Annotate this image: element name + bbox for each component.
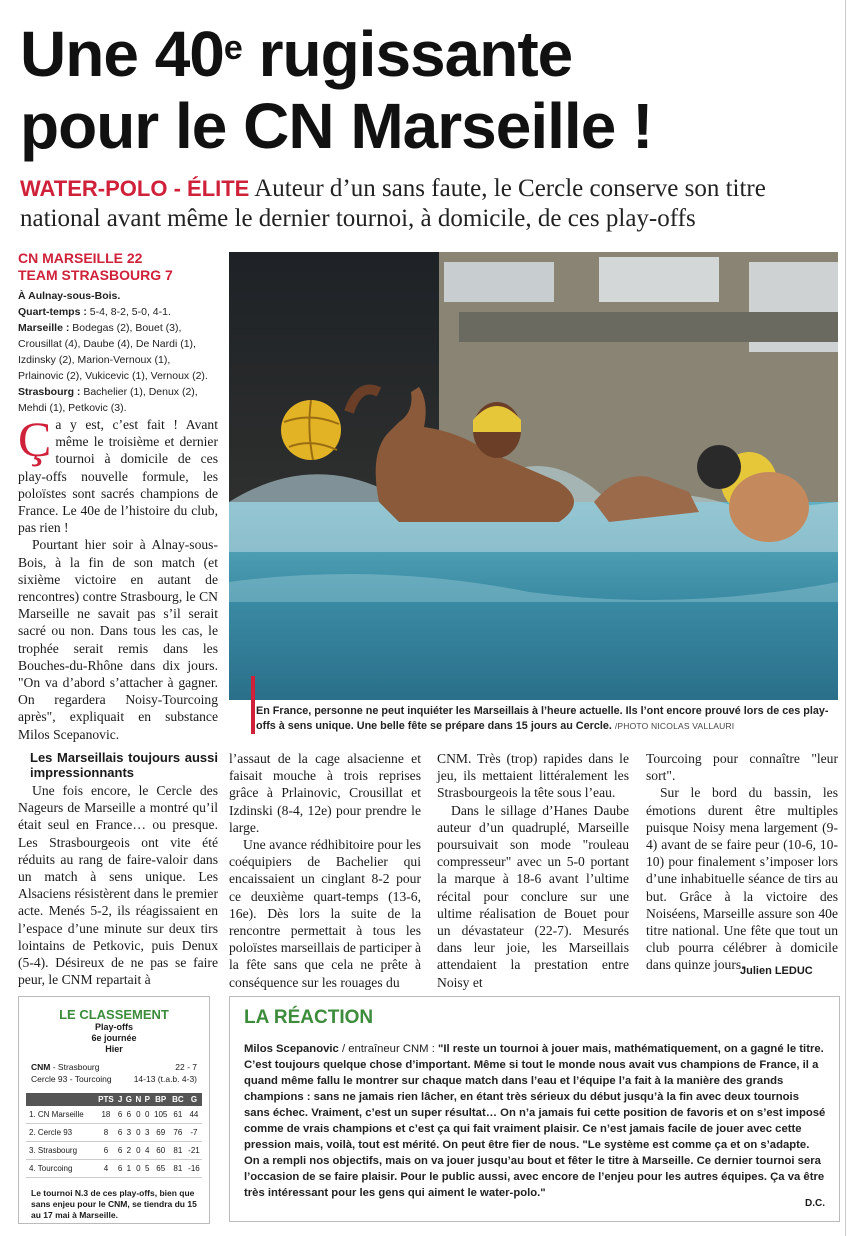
article-column-1b: [18, 750, 218, 988]
article-paragraph: CNM. Très (trop) rapides dans le jeu, ils mettaient littéralement les Strasbourgeois la tête sous l’eau.: [437, 751, 629, 801]
photo-illustration: [229, 252, 838, 700]
score-quarters: Quart-temps : 5-4, 8-2, 5-0, 4-1.: [18, 306, 171, 318]
article-paragraph: Dans le sillage d’Hanes Daube auteur d’un quadruplé, Marseille poursuivait son mode "rouleau compresseur" avec un 5-0 portant la marque à 18-6 avant l’ultime récital pour conclure sur une ultime réalisation de Bouet pour un dévastateur (22-7). Mesurés dans leur joie, les Marseillais attendaient la prestation entre Noisy et: [437, 802, 629, 990]
standings-subtitle-2: 6e journée: [91, 1033, 137, 1043]
standings-subtitle-1: Play-offs: [94, 1022, 133, 1032]
author-signature: Julien LEDUC: [740, 965, 813, 977]
article-paragraph: l’assaut de la cage alsacienne et faisait mouche à trois reprises grâce à Prlainovic, Crousillat et Izdinski (8-4, 12e) pour prendre le large.: [229, 751, 421, 835]
photo-caption: En France, personne ne peut inquiéter les Marseillais à l’heure actuelle. Ils l’ont encore prouvé lors de ces play-offs à sens unique. Une belle fête se prépare dans 15 jours au Cercle. /PHOTO NICOLAS VALLAURI: [256, 705, 829, 732]
article-column-4: [646, 750, 838, 974]
article-column-1a: [18, 411, 218, 743]
table-row: 1. CN Marseille 18 6 6 0 0 105 61 44: [26, 1106, 202, 1124]
score-box: [18, 250, 214, 416]
headline: Une 40e rugissante pour le CN Marseille !: [20, 18, 653, 162]
subheadline: WATER-POLO - ÉLITE Auteur d’un sans faute, le Cercle conserve son titre national avant même le dernier tournoi, à domicile, de ces play-offs: [20, 175, 766, 232]
article-paragraph: Sur le bord du bassin, les émotions durent être multiples puisque Noisy mena largement (9-4) avant de se faire peur (10-6, 10-10) pour finalement s’imposer lors d’une inhabituelle séance de tirs au but. Grâce à la victoire des Noiséens, Marseille assure son 40e titre national. Une fête que tout un club pourra célébrer à domicile dans quinze jours.: [646, 785, 838, 973]
article-paragraph: Une avance rédhibitoire pour les coéquipiers de Bachelier qui encaissaient un cinglant 8-2 pour ce deuxième quart-temps (13-6, 16e). Dès lors la suite de la rencontre permettait à tous les poloïstes marseillais de participer à la fête sans que cela ne prête à conséquence sur les rouages du: [229, 837, 421, 990]
article-column-2: [229, 750, 421, 991]
standings-box: [18, 996, 210, 1224]
table-row: 4. Tourcoing 4 6 1 0 5 65 81 -16: [26, 1160, 202, 1178]
result-row: Cercle 93 - Tourcoing 14-13 (t.a.b. 4-3): [31, 1074, 197, 1084]
article-paragraph: Une fois encore, le Cercle des Nageurs de Marseille a montré qu’il était seul en France… ou presque. Les Strasbourgeois ont vite été réduits au rang de faire-valoir dans un match à sens unique. Les Alsaciens résistèrent dans le premier acte. Menés 5-2, ils réagissaient en l’espace d’une minute sur deux tirs lointains de Petkovic, puis Denux (5-4). Désireux de ne pas se faire peur, le CNM repartait à: [18, 783, 218, 988]
reaction-quote: Milos Scepanovic / entraîneur CNM : "Il reste un tournoi à jouer mais, mathématiquement, on a gagné le titre. C’est toujours quelque chose d’important. Même si tout le monde nous avait vus champions de France, il a quand même fallu le montrer sur chaque match dans l’eau et l’équipe l’a fait à la manière des grands champions : sans ne jamais rien lâcher, en étant très sérieux du début jusqu’à la fin avec deux tournois sans échec. Vraiment, c’est un super résultat… On n’a jamais fui cette position de favoris et on s’est imposé comme de vrais champions et c’est ça qui fait vraiment plaisir. Ce n’est jamais facile de jouer avec cette pression mais, voilà, tout est mérité. On peut être fier de nous. "Le système est comme ça et on s’adapte. On a rempli nos objectifs, mais on va jouer jusqu’au bout et fêter le titre à Marseille. Ce dernier tournoi sera l’occasion de se faire plaisir. Pour le public aussi, avec encore de l’enjeu pour les autres équipes. Ça va être très intéressant pour les gens qui aiment le water-polo.": [244, 1043, 826, 1199]
score-strasbourg: Strasbourg : Bachelier (1), Denux (2), Mehdi (1), Petkovic (3).: [18, 386, 198, 414]
standings-subtitle-3: Hier: [105, 1044, 123, 1054]
dropcap: Ç: [18, 411, 52, 467]
results-list: [31, 1061, 197, 1085]
photo-credit: /PHOTO NICOLAS VALLAURI: [614, 721, 735, 731]
article-paragraph: Pourtant hier soir à Alnay-sous-Bois, à la fin de son match (et sixième victoire en autant de rencontres) contre Strasbourg, le CN Marseille ne savait pas s’il serait sacré ou non. Dans tous les cas, le trophée serait remis dans les Bouches-du-Rhône dans dix jours. "On va d’abord s’attacher à gagner. On regardera Noisy-Tourcoing après", expliquait en substance Milos Scepanovic.: [18, 537, 218, 742]
kicker: WATER-POLO - ÉLITE: [20, 176, 250, 201]
article-column-3: [437, 750, 629, 991]
score-place: À Aulnay-sous-Bois.: [18, 290, 121, 302]
standings-table: PTS J G N P BP BC G 1. CN Marseille 18 6 6 0 0 105 61 44 2. Cercle 93 8 6 3 0 3 69 76 -7 3. Strasbourg 6 6 2 0 4 60 81 -21 4. Tourcoing 4 6 1 0 5 65 81 -16: [26, 1093, 202, 1178]
table-row: 2. Cercle 93 8 6 3 0 3 69 76 -7: [26, 1124, 202, 1142]
standings-title: LE CLASSEMENT: [59, 1007, 169, 1022]
caption-accent-bar: [251, 676, 255, 734]
reaction-title: LA RÉACTION: [244, 1007, 374, 1028]
intertitle: Les Marseillais toujours aussi impressionnants: [30, 750, 218, 780]
result-row: CNM - Strasbourg 22 - 7: [31, 1062, 197, 1072]
water-polo-photo: [229, 252, 838, 700]
table-row: 3. Strasbourg 6 6 2 0 4 60 81 -21: [26, 1142, 202, 1160]
standings-note: Le tournoi N.3 de ces play-offs, bien que sans enjeu pour le CNM, se tiendra du 15 au 17 mai à Marseille.: [31, 1188, 197, 1220]
article-paragraph: Ça y est, c’est fait ! Avant même le troisième et dernier tournoi à domicile de ces play-offs nouvelle formule, les poloïstes sont sacrés champions de France. Le 40e de l’histoire du club, pas rien !: [18, 411, 218, 536]
score-marseille: Marseille : Bodegas (2), Bouet (3), Crousillat (4), Daube (4), De Nardi (1), Izdinsky (2), Marion-Vernoux (1), Prlainovic (2), Vukicevic (1), Vernoux (2).: [18, 322, 208, 382]
reaction-initials: D.C.: [805, 1198, 825, 1209]
page-edge-rule: [845, 0, 846, 1236]
article-paragraph: Tourcoing pour connaître "leur sort".: [646, 751, 838, 784]
score-teams: CN MARSEILLE 22 TEAM STRASBOURG 7: [18, 250, 173, 283]
reaction-box: [229, 996, 840, 1222]
